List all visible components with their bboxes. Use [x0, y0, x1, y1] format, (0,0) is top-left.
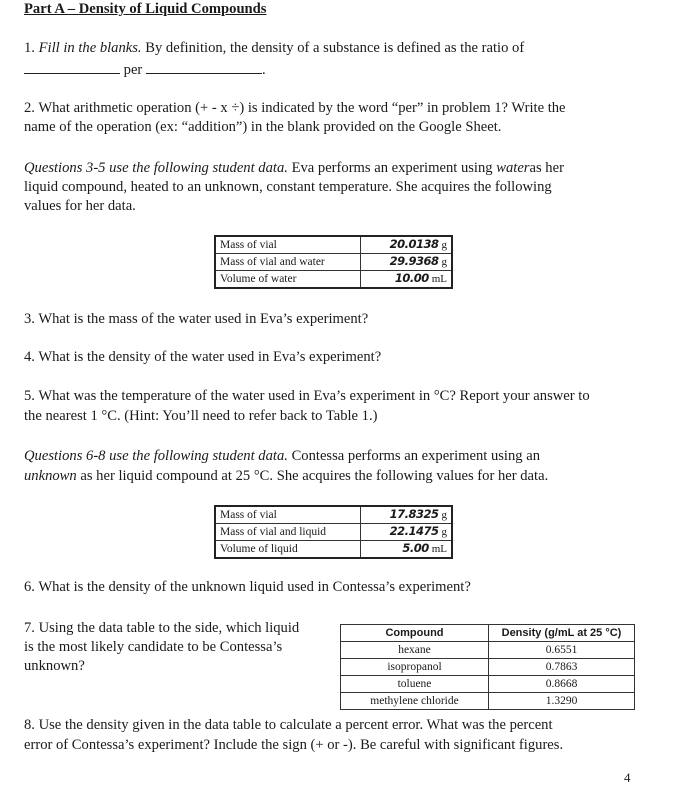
table-header-row: Compound Density (g/mL at 25 °C) — [341, 625, 635, 642]
question-4: 4. What is the density of the water used in Eva’s experiment? — [24, 349, 382, 365]
page-number: 4 — [624, 770, 631, 785]
density-reference-table — [340, 624, 635, 710]
question-8-line-1: 8. Use the density given in the data table to calculate a percent error. What was the percent — [24, 717, 553, 733]
question-8-line-2: error of Contessa’s experiment? Include the sign (+ or -). Be careful with significant figures. — [24, 737, 564, 753]
intro-contessa-line-2: unknown as her liquid compound at 25 °C. She acquires the following values for her data. — [24, 468, 549, 484]
table-row: methylene chloride 1.3290 — [341, 693, 635, 710]
intro-contessa-line-1: Questions 6-8 use the following student data. Contessa performs an experiment using an — [24, 448, 540, 464]
table-row: Mass of vial 20.0138 g — [215, 236, 452, 254]
table-row: Volume of liquid 5.00 mL — [215, 541, 452, 559]
question-2-line-2: name of the operation (ex: “addition”) in the blank provided on the Google Sheet. — [24, 119, 502, 135]
question-1-text: By definition, the density of a substance is defined as the ratio of — [145, 40, 525, 56]
table-row: toluene 0.8668 — [341, 676, 635, 693]
question-7-line-2: is the most likely candidate to be Contessa’s — [24, 639, 283, 655]
question-1-lead: Fill in the blanks. — [38, 40, 142, 56]
table-row: hexane 0.6551 — [341, 642, 635, 659]
intro-eva-line-1: Questions 3-5 use the following student data. Eva performs an experiment using wateras her — [24, 160, 564, 176]
question-2-line-1: 2. What arithmetic operation (+ - x ÷) is indicated by the word “per” in problem 1? Write the — [24, 100, 566, 116]
question-6: 6. What is the density of the unknown liquid used in Contessa’s experiment? — [24, 579, 471, 595]
table-row: isopropanol 0.7863 — [341, 659, 635, 676]
question-1-blanks: per . — [24, 61, 266, 80]
per-word: per — [123, 62, 143, 78]
question-7-line-1: 7. Using the data table to the side, which liquid — [24, 620, 300, 636]
eva-data-table — [214, 235, 453, 289]
blank-denominator[interactable] — [146, 61, 262, 74]
blank-numerator[interactable] — [24, 61, 120, 74]
question-5-line-1: 5. What was the temperature of the water used in Eva’s experiment in °C? Report your answer to — [24, 388, 590, 404]
table-row: Mass of vial and water 29.9368 g — [215, 254, 452, 271]
question-7-line-3: unknown? — [24, 658, 85, 674]
intro-eva-line-3: values for her data. — [24, 198, 136, 214]
table-row: Mass of vial and liquid 22.1475 g — [215, 524, 452, 541]
question-5-line-2: the nearest 1 °C. (Hint: You’ll need to refer back to Table 1.) — [24, 408, 378, 424]
question-3: 3. What is the mass of the water used in Eva’s experiment? — [24, 311, 369, 327]
question-1: 1. Fill in the blanks. By definition, the density of a substance is defined as the ratio of — [24, 40, 525, 56]
contessa-data-table — [214, 505, 453, 559]
table-row: Volume of water 10.00 mL — [215, 271, 452, 289]
intro-eva-line-2: liquid compound, heated to an unknown, constant temperature. She acquires the following — [24, 179, 552, 195]
table-row: Mass of vial 17.8325 g — [215, 506, 452, 524]
page-title: Part A – Density of Liquid Compounds — [24, 1, 267, 17]
